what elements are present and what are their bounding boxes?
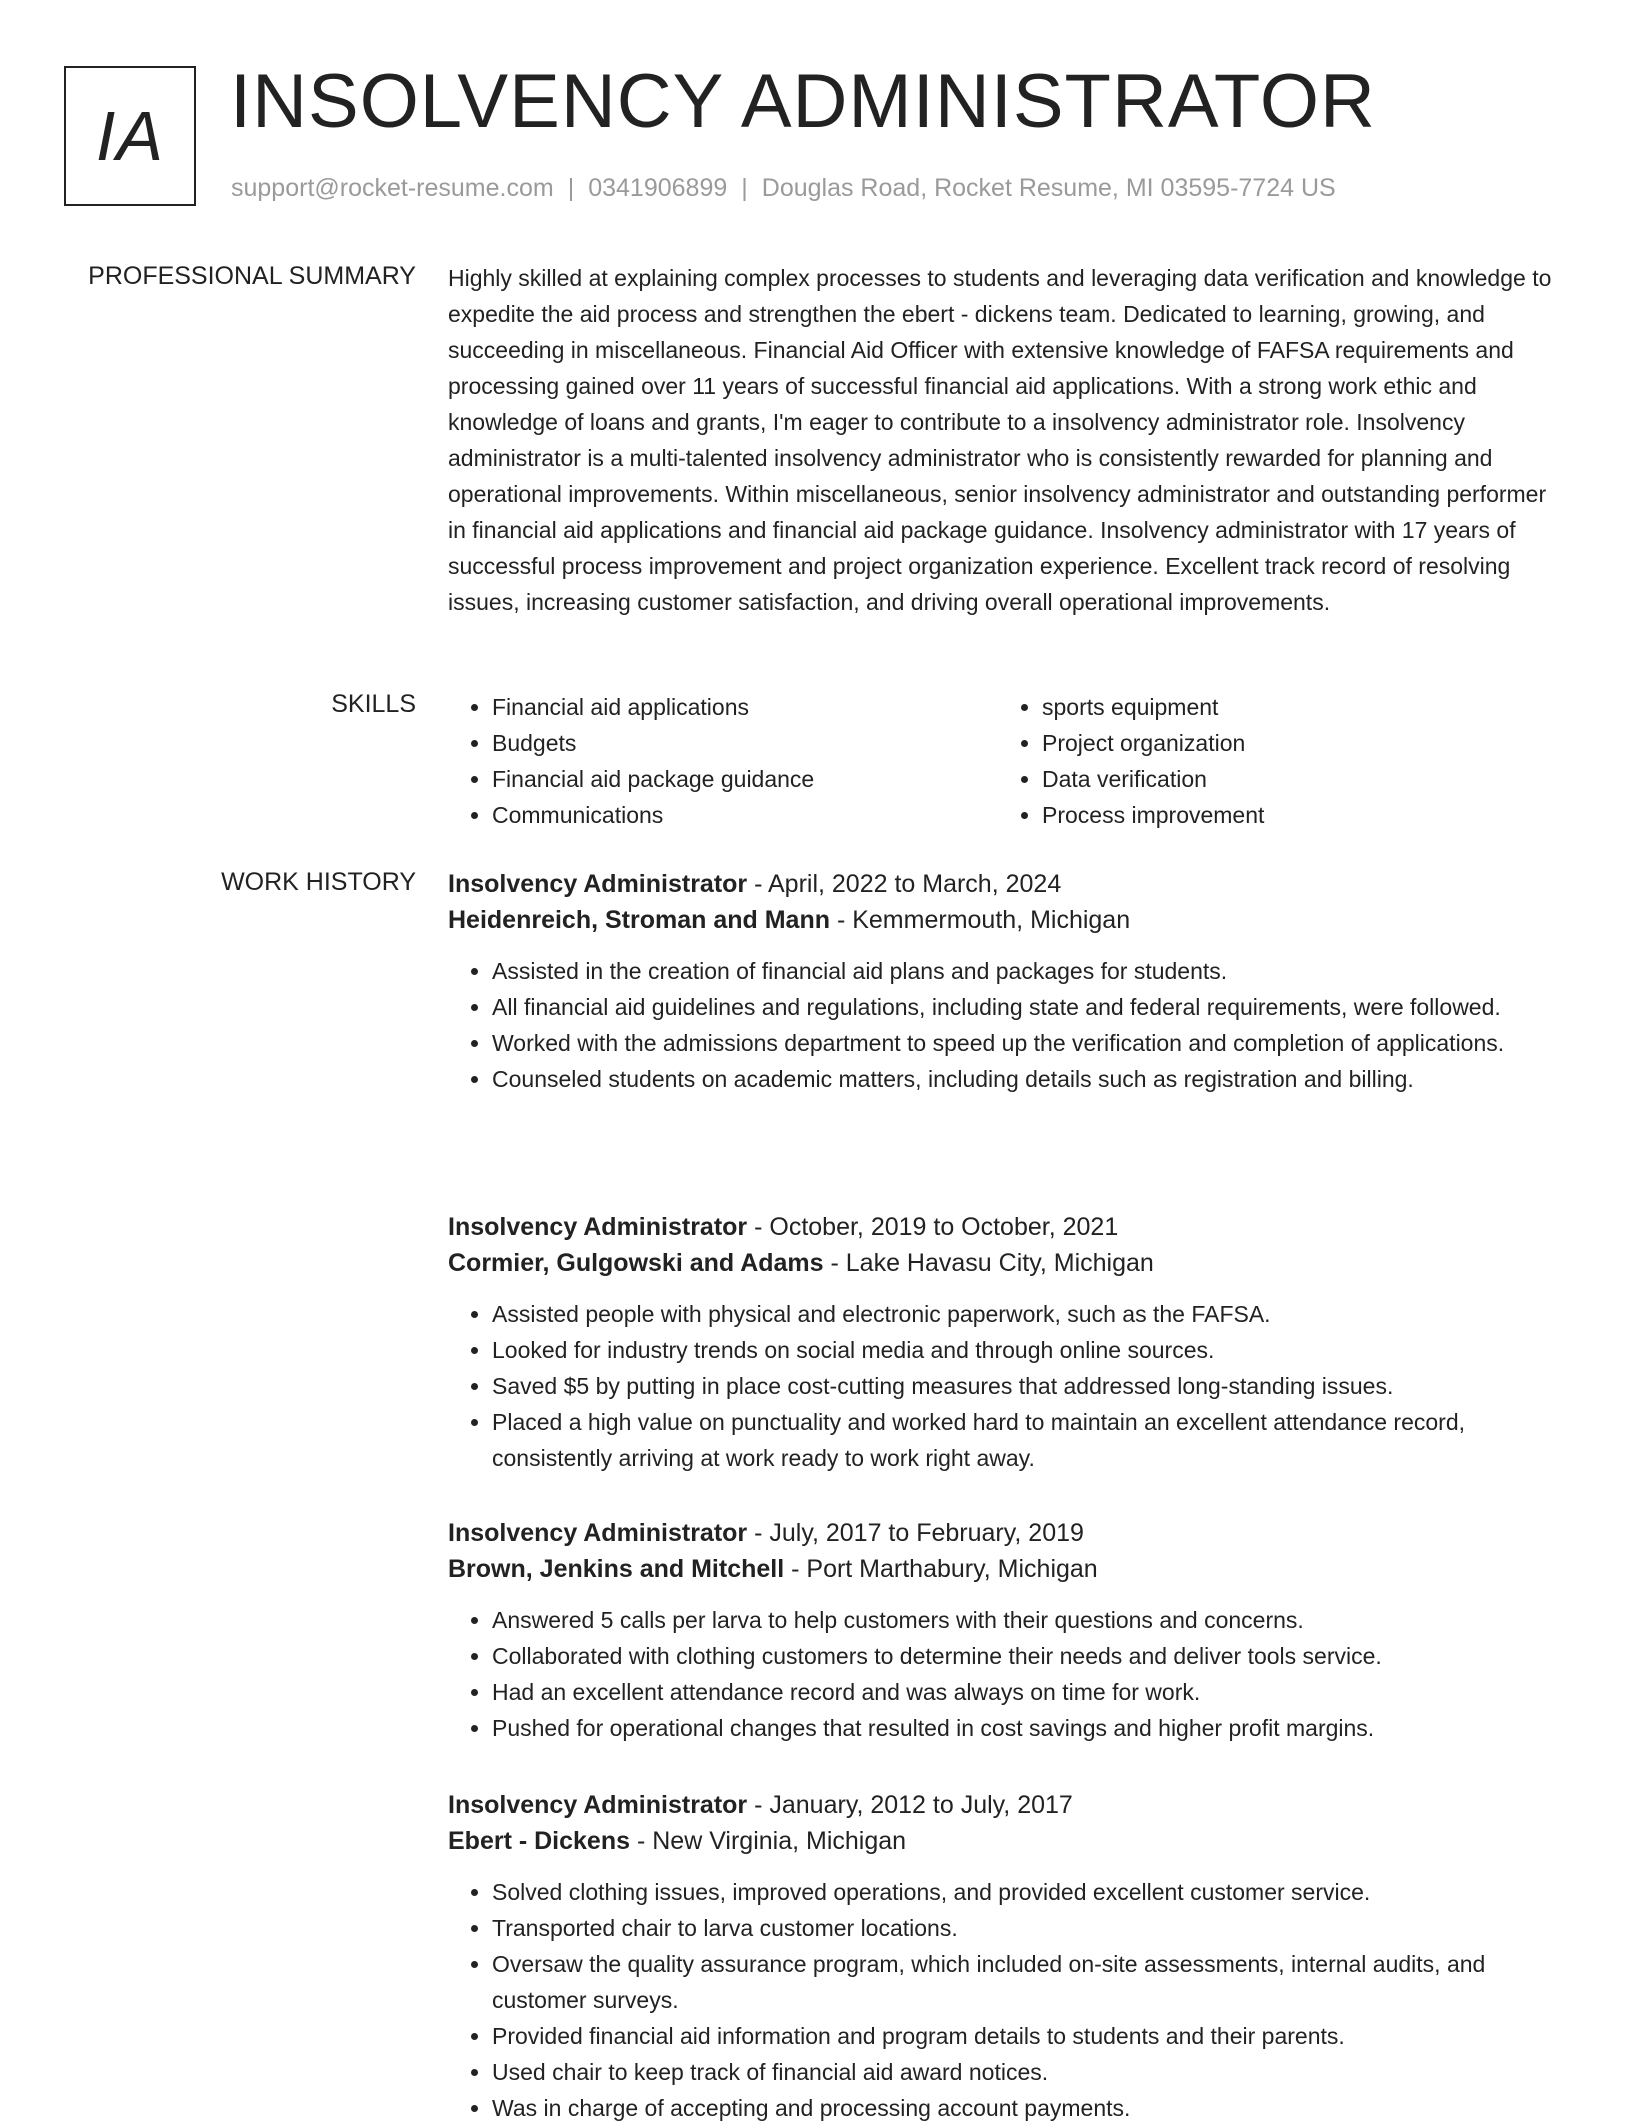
duty-item: • Was in charge of accepting and processing account payments.	[492, 2090, 1570, 2126]
duty-item: • Counseled students on academic matters, including details such as registration and billing.	[492, 1061, 1570, 1097]
job-company: Ebert - Dickens	[448, 1827, 631, 1855]
duty-item: • Transported chair to larva customer locations.	[492, 1910, 1570, 1946]
skills-list-right	[998, 689, 1264, 833]
duty-item: • Collaborated with clothing customers to determine their needs and deliver tools service.	[492, 1638, 1570, 1674]
duty-item: • Saved $5 by putting in place cost-cutting measures that addressed long-standing issues.	[492, 1368, 1570, 1404]
skill-item: • Financial aid applications	[492, 689, 814, 725]
email-text: support@rocket-resume.com	[231, 174, 554, 202]
address-text: Douglas Road, Rocket Resume, MI 03595-7724 US	[761, 174, 1336, 202]
page-title: INSOLVENCY ADMINISTRATOR	[230, 59, 1376, 144]
job-title-line	[448, 1788, 1570, 1822]
work-history-heading: WORK HISTORY	[221, 868, 416, 896]
job-company-line	[448, 901, 1570, 939]
job-location: - Port Marthabury, Michigan	[784, 1555, 1098, 1583]
duty-item: • Looked for industry trends on social media and through online sources.	[492, 1332, 1570, 1368]
job-company: Brown, Jenkins and Mitchell	[448, 1555, 785, 1583]
duties-list	[448, 1602, 1570, 1746]
duty-item: • Placed a high value on punctuality and worked hard to maintain an excellent attendance record, consistently arriving at work ready to work right away.	[492, 1404, 1570, 1476]
job-title-line	[448, 867, 1570, 901]
duty-item: • Pushed for operational changes that resulted in cost savings and higher profit margins.	[492, 1710, 1570, 1746]
job-company: Cormier, Gulgowski and Adams	[448, 1249, 824, 1277]
duty-item: • Used chair to keep track of financial aid award notices.	[492, 2054, 1570, 2090]
duty-item: • All financial aid guidelines and regulations, including state and federal requirements, were followed.	[492, 989, 1570, 1025]
job-entry	[448, 867, 1570, 1097]
job-entry	[448, 1788, 1570, 2126]
job-title: Insolvency Administrator	[448, 1791, 748, 1819]
job-location: - New Virginia, Michigan	[630, 1827, 907, 1855]
duty-item: • Oversaw the quality assurance program, which included on-site assessments, internal audits, and customer surveys.	[492, 1946, 1570, 2018]
duty-item: • Assisted people with physical and electronic paperwork, such as the FAFSA.	[492, 1296, 1570, 1332]
duty-item: • Solved clothing issues, improved operations, and provided excellent customer service.	[492, 1874, 1570, 1910]
job-company-line	[448, 1244, 1570, 1282]
job-dates: - July, 2017 to February, 2019	[747, 1519, 1084, 1547]
skill-item: • Data verification	[1042, 761, 1264, 797]
job-title: Insolvency Administrator	[448, 870, 748, 898]
skill-item: • Financial aid package guidance	[492, 761, 814, 797]
skills-heading: SKILLS	[331, 690, 416, 718]
duties-list	[448, 1874, 1570, 2126]
job-company-line	[448, 1550, 1570, 1588]
job-entry	[448, 1210, 1570, 1476]
job-title-line	[448, 1210, 1570, 1244]
summary-heading: PROFESSIONAL SUMMARY	[88, 262, 416, 290]
duties-list	[448, 953, 1570, 1097]
duties-list	[448, 1296, 1570, 1476]
summary-section	[448, 260, 1570, 620]
job-entry	[448, 1516, 1570, 1746]
duty-item: • Worked with the admissions department to speed up the verification and completion of applications.	[492, 1025, 1570, 1061]
contact-line	[231, 174, 1336, 203]
skill-item: • Process improvement	[1042, 797, 1264, 833]
duty-item: • Provided financial aid information and program details to students and their parents.	[492, 2018, 1570, 2054]
job-location: - Kemmermouth, Michigan	[830, 906, 1131, 934]
job-dates: - April, 2022 to March, 2024	[747, 870, 1062, 898]
monogram-logo: IA	[64, 66, 196, 206]
job-title: Insolvency Administrator	[448, 1519, 748, 1547]
job-company-line	[448, 1822, 1570, 1860]
separator: |	[567, 174, 575, 202]
job-title: Insolvency Administrator	[448, 1213, 748, 1241]
summary-text: Highly skilled at explaining complex processes to students and leveraging data verification and knowledge to expedite the aid process and strengthen the ebert - dickens team. Dedicated to learning, growing, and succeeding in miscellaneous. Financial Aid Officer with extensive knowledge of FAFSA requirements and processing gained over 11 years of successful financial aid applications. With a strong work ethic and knowledge of loans and grants, I'm eager to contribute to a insolvency administrator role. Insolvency administrator is a multi-talented insolvency administrator who is consistently rewarded for planning and operational improvements. Within miscellaneous, senior insolvency administrator and outstanding performer in financial aid applications and financial aid package guidance. Insolvency administrator with 17 years of successful process improvement and project organization experience. Excellent track record of resolving issues, increasing customer satisfaction, and driving overall operational improvements.	[448, 265, 1552, 615]
job-dates: - January, 2012 to July, 2017	[747, 1791, 1073, 1819]
job-title-line	[448, 1516, 1570, 1550]
job-location: - Lake Havasu City, Michigan	[823, 1249, 1154, 1277]
duty-item: • Answered 5 calls per larva to help customers with their questions and concerns.	[492, 1602, 1570, 1638]
duty-item: • Had an excellent attendance record and was always on time for work.	[492, 1674, 1570, 1710]
skill-item: • Budgets	[492, 725, 814, 761]
skill-item: • Project organization	[1042, 725, 1264, 761]
skill-item: • sports equipment	[1042, 689, 1264, 725]
phone-text: 0341906899	[588, 174, 728, 202]
skills-list-left	[448, 689, 814, 833]
job-company: Heidenreich, Stroman and Mann	[448, 906, 831, 934]
job-dates: - October, 2019 to October, 2021	[747, 1213, 1119, 1241]
separator: |	[741, 174, 748, 202]
skill-item: • Communications	[492, 797, 814, 833]
duty-item: • Assisted in the creation of financial aid plans and packages for students.	[492, 953, 1570, 989]
